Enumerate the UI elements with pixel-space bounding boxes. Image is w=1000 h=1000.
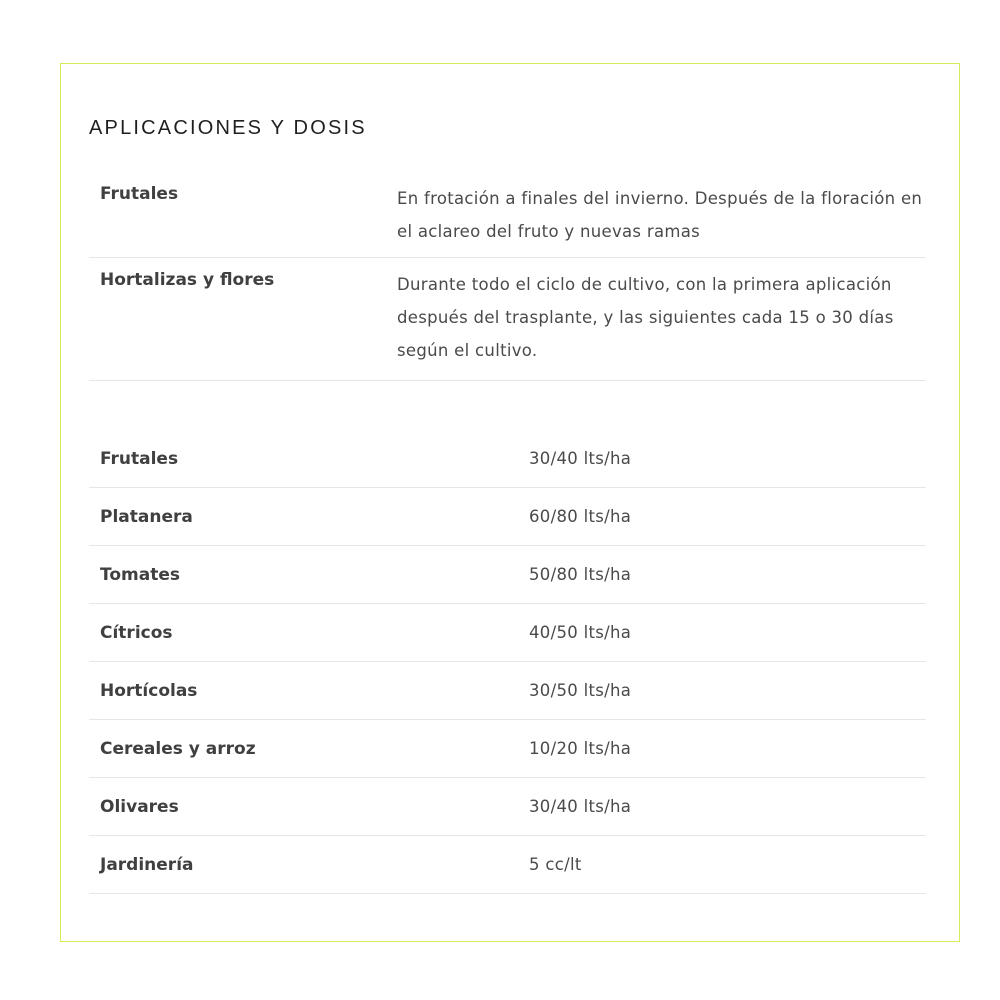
crop-label: Hortalizas y flores [100, 270, 275, 290]
table-row [89, 488, 926, 546]
table-row [89, 172, 926, 258]
crop-label: Cereales y arroz [100, 738, 256, 759]
dose-value: 60/80 lts/ha [529, 507, 632, 526]
doses-table [89, 430, 926, 894]
table-row [89, 836, 926, 894]
dose-value: 5 cc/lt [529, 855, 582, 874]
info-card [60, 63, 960, 942]
crop-label: Tomates [100, 564, 180, 585]
crop-label: Jardinería [100, 854, 194, 875]
table-row [89, 258, 926, 381]
table-row [89, 546, 926, 604]
applications-table [89, 172, 926, 381]
crop-label: Platanera [100, 506, 193, 527]
application-description: Durante todo el ciclo de cultivo, con la primera aplicación después del trasplante, y las siguientes cada 15 o 30 días según el cultivo. [397, 275, 894, 360]
dose-value: 40/50 lts/ha [529, 623, 632, 642]
section-title: APLICACIONES Y DOSIS [89, 117, 367, 139]
table-row [89, 720, 926, 778]
dose-value: 30/50 lts/ha [529, 681, 632, 700]
table-row [89, 604, 926, 662]
dose-value: 50/80 lts/ha [529, 565, 632, 584]
table-row [89, 778, 926, 836]
crop-label: Frutales [100, 184, 179, 204]
crop-label: Cítricos [100, 622, 173, 643]
table-row [89, 430, 926, 488]
crop-label: Frutales [100, 448, 179, 469]
crop-label: Hortícolas [100, 680, 198, 701]
application-description: En frotación a finales del invierno. Después de la floración en el aclareo del fruto y nuevas ramas [397, 189, 923, 241]
dose-value: 10/20 lts/ha [529, 739, 632, 758]
table-row [89, 662, 926, 720]
dose-value: 30/40 lts/ha [529, 797, 632, 816]
crop-label: Olivares [100, 796, 179, 817]
dose-value: 30/40 lts/ha [529, 449, 632, 468]
